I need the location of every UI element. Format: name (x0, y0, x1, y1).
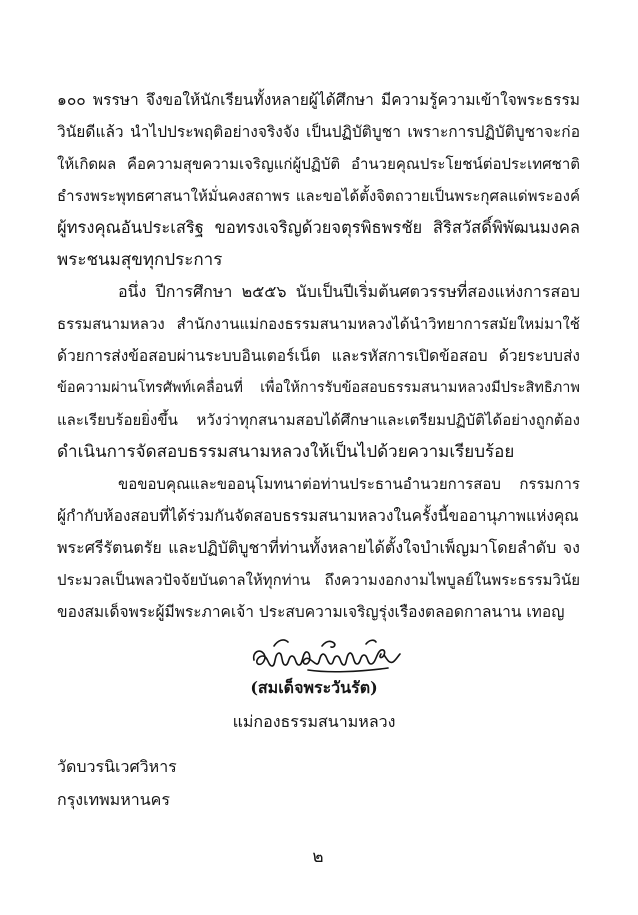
address-city: กรุงเทพมหานคร (57, 790, 170, 809)
signature-image (248, 626, 404, 678)
body-line: ๑๐๐ พรรษา จึงขอให้นักเรียนทั้งหลายผู้ได้ศึกษา มีความรู้ความเข้าใจพระธรรม (57, 91, 580, 109)
body-line: ด้วยการส่งข้อสอบผ่านระบบอินเตอร์เน็ต และรหัสการเปิดข้อสอบ ด้วยระบบส่ง (57, 347, 580, 365)
address-temple: วัดบวรนิเวศวิหาร (57, 757, 177, 776)
body-line: ธรรมสนามหลวง สำนักงานแม่กองธรรมสนามหลวงได้นำวิทยาการสมัยใหม่มาใช้ (57, 315, 580, 333)
body-line: วินัยดีแล้ว นำไปประพฤติอย่างจริงจัง เป็นปฏิบัติบูชา เพราะการปฏิบัติบูชาจะก่อ (57, 123, 580, 141)
body-line: ธำรงพระพุทธศาสนาให้มั่นคงสถาพร และขอได้ตั้งจิตถวายเป็นพระกุศลแด่พระองค์ (57, 187, 580, 205)
body-line: พระศรีรัตนตรัย และปฏิบัติบูชาที่ท่านทั้งหลายได้ตั้งใจบำเพ็ญมาโดยลำดับ จง (57, 538, 580, 557)
signer-title: แม่กองธรรมสนามหลวง (232, 712, 396, 731)
body-line: ดำเนินการจัดสอบธรรมสนามหลวงให้เป็นไปด้วยความเรียบร้อย (57, 442, 515, 462)
body-line: ข้อความผ่านโทรศัพท์เคลื่อนที่ เพื่อให้การรับข้อสอบธรรมสนามหลวงมีประสิทธิภาพ (57, 380, 580, 396)
body-line: ขอขอบคุณและขออนุโมทนาต่อท่านประธานอำนวยการสอบ กรรมการ (118, 475, 580, 493)
body-line: ให้เกิดผล คือความสุขความเจริญแก่ผู้ปฏิบัติ อำนวยคุณประโยชน์ต่อประเทศชาติ (57, 155, 580, 173)
letter-body (57, 84, 580, 628)
body-line: พระชนมสุขทุกประการ (57, 250, 223, 270)
page-number: ๒ (312, 847, 324, 867)
body-line: ประมวลเป็นพลวปัจจัยบันดาลให้ทุกท่าน ถึงความงอกงามไพบูลย์ในพระธรรมวินัย (57, 571, 580, 589)
body-line: และเรียบร้อยยิ่งขึ้น หวังว่าทุกสนามสอบได้ศึกษาและเตรียมปฏิบัติได้อย่างถูกต้อง (57, 411, 580, 429)
body-line: ผู้กำกับห้องสอบที่ได้ร่วมกันจัดสอบธรรมสนามหลวงในครั้งนี้ขออานุภาพแห่งคุณ (57, 507, 579, 525)
body-line: อนึ่ง ปีการศึกษา ๒๕๕๖ นับเป็นปีเริ่มต้นศตวรรษที่สองแห่งการสอบ (118, 282, 580, 301)
body-line: ผู้ทรงคุณอันประเสริฐ ขอทรงเจริญด้วยจตุรพิธพรชัย สิริสวัสดิ์พิพัฒนมงคล (57, 218, 580, 237)
body-line: ของสมเด็จพระผู้มีพระภาคเจ้า ประสบความเจริญรุ่งเรืองตลอดกาลนาน เทอญ (57, 603, 565, 621)
signer-name: (สมเด็จพระวันรัต) (250, 678, 378, 697)
